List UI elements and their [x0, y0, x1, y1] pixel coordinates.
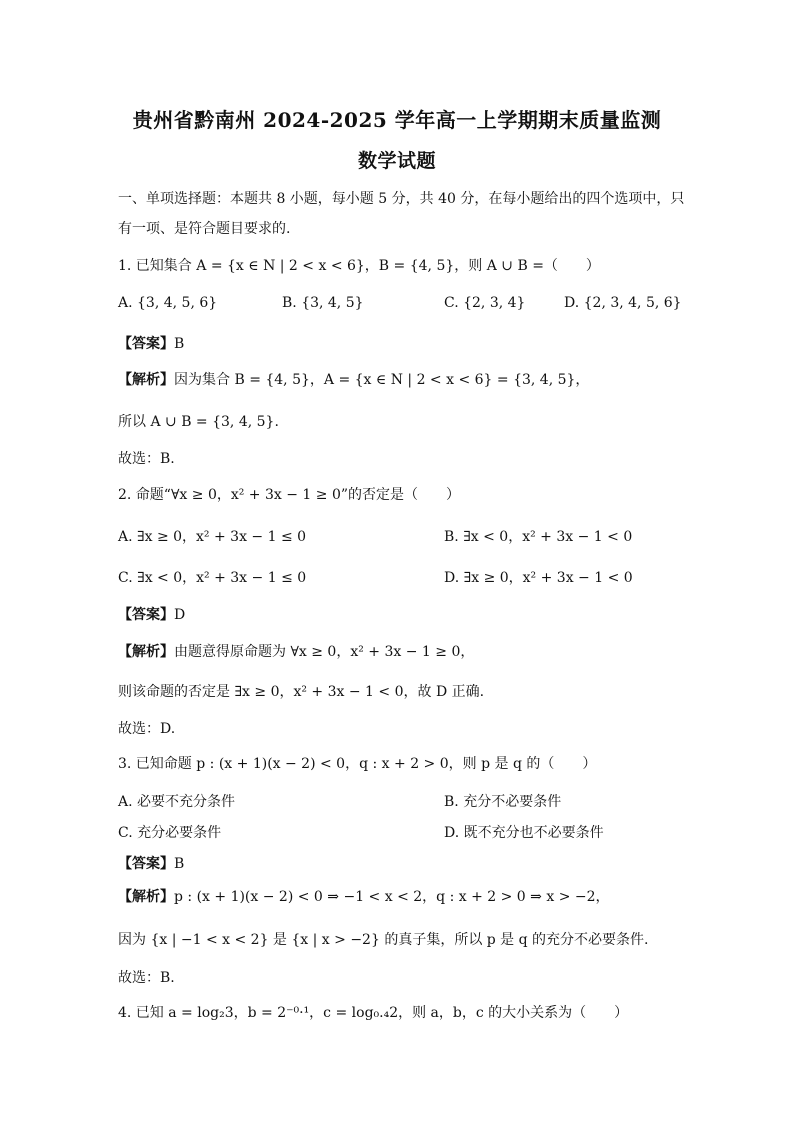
- q2-option-c: C. ∃x < 0，x² + 3x − 1 ≤ 0: [118, 570, 307, 586]
- q2-option-a: A. ∃x ≥ 0，x² + 3x − 1 ≤ 0: [118, 529, 307, 545]
- q1-option-a: A. {3, 4, 5, 6}: [118, 295, 218, 311]
- q4-stem: 4. 已知 a = log₂3，b = 2⁻⁰·¹，c = log₀.₄2，则 a，b，c 的大小关系为（ ）: [118, 1005, 629, 1021]
- q3-answer-value: B: [174, 856, 185, 872]
- q3-answer: [118, 853, 184, 873]
- analysis-tag: 【解析】: [118, 372, 174, 388]
- analysis-tag: 【解析】: [118, 889, 174, 905]
- page-title: 贵州省黔南州 2024-2025 学年高一上学期期末质量监测: [132, 108, 662, 132]
- q2-answer-value: D: [174, 607, 186, 623]
- q2-choice: 故选：D.: [118, 721, 176, 737]
- q2-stem: 2. 命题“∀x ≥ 0，x² + 3x − 1 ≥ 0”的否定是（ ）: [118, 487, 461, 503]
- q1-choice: 故选：B.: [118, 451, 175, 467]
- q3-choice: 故选：B.: [118, 970, 175, 986]
- q1-answer-value: B: [174, 336, 185, 352]
- q3-option-c: C. 充分必要条件: [118, 825, 222, 841]
- q1-stem: 1. 已知集合 A = {x ∈ N | 2 < x < 6}，B = {4, 5}，则 A ∪ B =（ ）: [118, 258, 600, 274]
- q3-analysis-line1: [118, 886, 610, 906]
- section-instructions-line2: 有一项、是符合题目要求的.: [118, 221, 291, 237]
- answer-tag: 【答案】: [118, 607, 174, 623]
- q3-option-d: D. 既不充分也不必要条件: [444, 825, 604, 841]
- q3-stem: 3. 已知命题 p : (x + 1)(x − 2) < 0，q : x + 2 > 0，则 p 是 q 的（ ）: [118, 756, 597, 772]
- q2-answer: [118, 604, 185, 624]
- q3-analysis-text1: p : (x + 1)(x − 2) < 0 ⇒ −1 < x < 2，q : x + 2 > 0 ⇒ x > −2，: [174, 889, 610, 905]
- answer-tag: 【答案】: [118, 336, 174, 352]
- section-instructions-line1: 一、单项选择题：本题共 8 小题，每小题 5 分，共 40 分，在每小题给出的四个选项中，只: [118, 191, 685, 207]
- q2-option-d: D. ∃x ≥ 0，x² + 3x − 1 < 0: [444, 570, 633, 586]
- q2-option-b: B. ∃x < 0，x² + 3x − 1 < 0: [444, 529, 633, 545]
- q1-option-d: D. {2, 3, 4, 5, 6}: [564, 295, 682, 311]
- q1-answer: [118, 333, 184, 353]
- q1-analysis-text1: 因为集合 B = {4, 5}，A = {x ∈ N | 2 < x < 6} = {3, 4, 5}，: [174, 372, 590, 388]
- q1-option-c: C. {2, 3, 4}: [444, 295, 526, 311]
- q1-analysis-line1: [118, 369, 589, 389]
- answer-tag: 【答案】: [118, 856, 174, 872]
- q3-analysis-line2: 因为 {x | −1 < x < 2} 是 {x | x > −2} 的真子集，所以 p 是 q 的充分不必要条件.: [118, 932, 649, 948]
- q3-option-a: A. 必要不充分条件: [118, 794, 236, 810]
- q2-analysis-line2: 则该命题的否定是 ∃x ≥ 0，x² + 3x − 1 < 0，故 D 正确.: [118, 684, 485, 700]
- q3-option-b: B. 充分不必要条件: [444, 794, 562, 810]
- page-subtitle: 数学试题: [357, 150, 436, 172]
- q1-option-b: B. {3, 4, 5}: [282, 295, 364, 311]
- q2-analysis-text1: 由题意得原命题为 ∀x ≥ 0，x² + 3x − 1 ≥ 0，: [174, 644, 475, 660]
- q1-analysis-line2: 所以 A ∪ B = {3, 4, 5}.: [118, 414, 279, 430]
- analysis-tag: 【解析】: [118, 644, 174, 660]
- q2-analysis-line1: [118, 641, 474, 661]
